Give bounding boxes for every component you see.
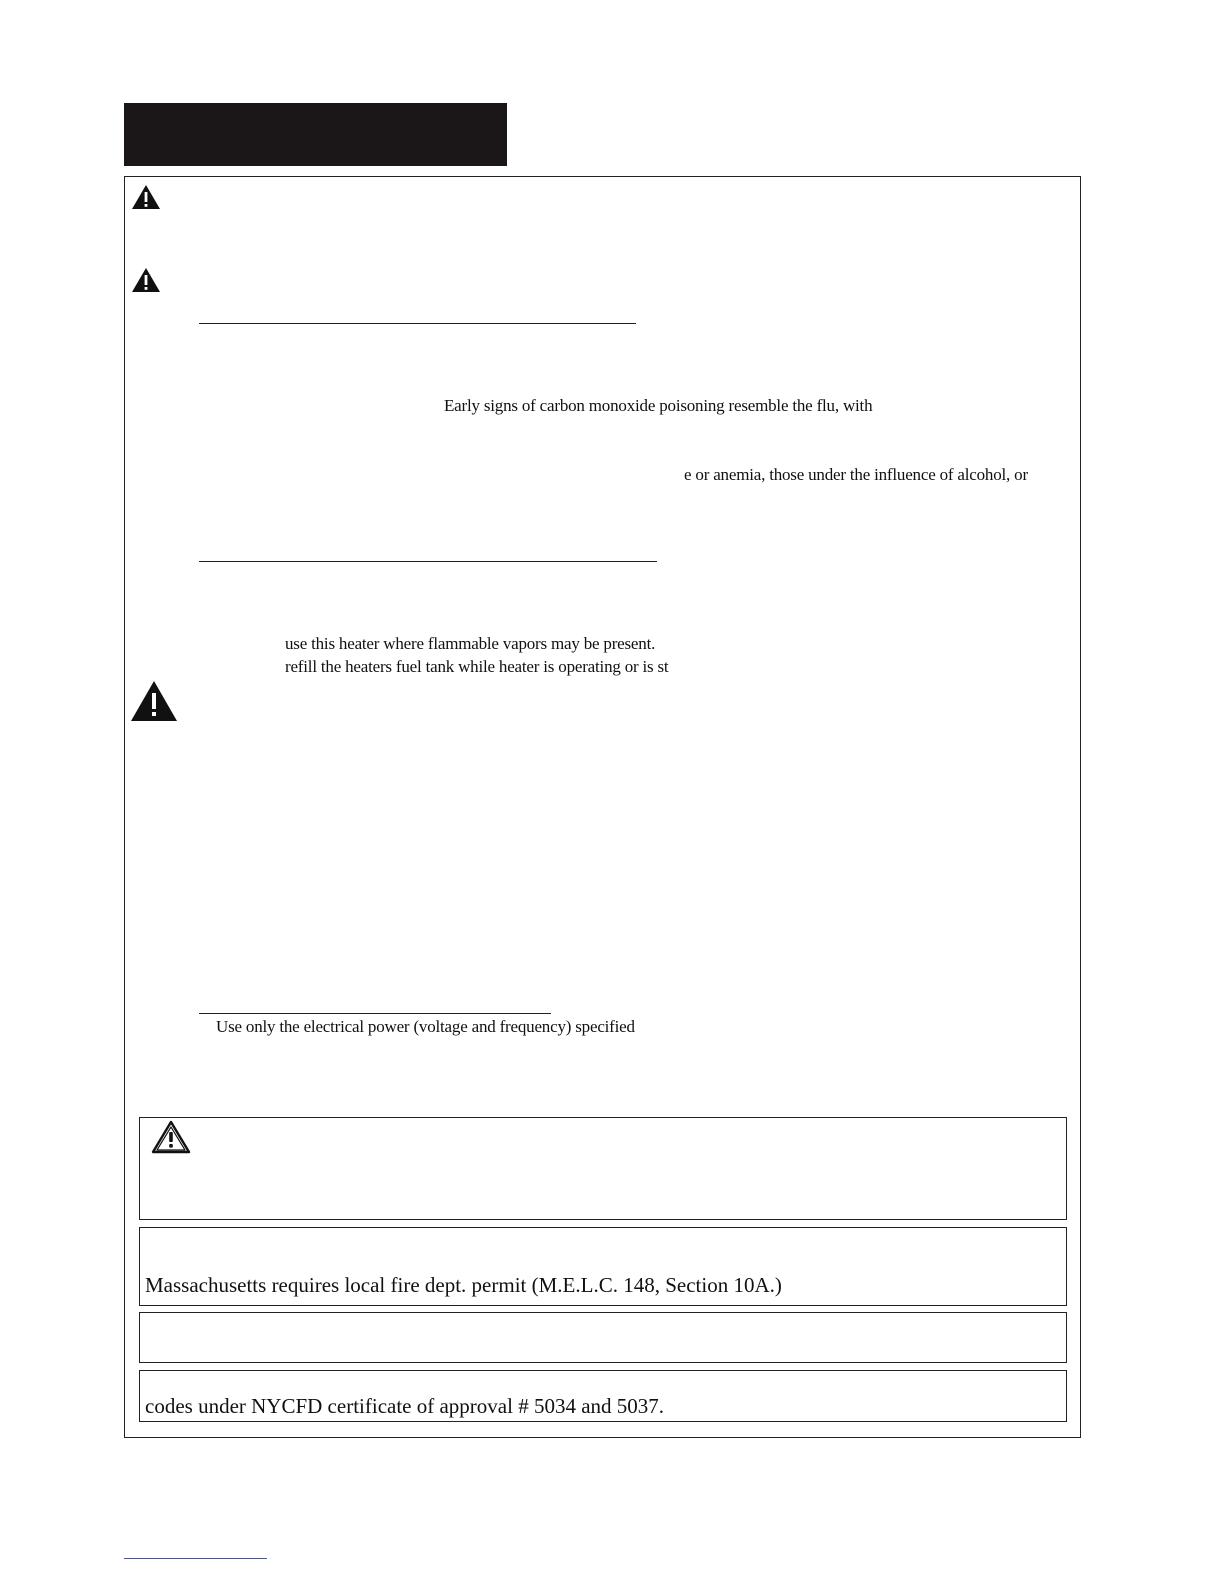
flammable-vapors-text: use this heater where flammable vapors may be present.: [285, 634, 656, 653]
heading-underline: [199, 561, 657, 562]
refill-warning-text: refill the heaters fuel tank while heater is operating or is st: [285, 657, 669, 676]
heading-underline: [199, 1013, 551, 1014]
warning-triangle-icon: [131, 184, 161, 210]
footer-link-underline[interactable]: [124, 1558, 267, 1559]
electrical-power-text: Use only the electrical power (voltage and frequency) specified: [216, 1017, 635, 1036]
caution-outline-triangle-icon: [151, 1120, 191, 1154]
nycfd-notice-text: codes under NYCFD certificate of approval # 5034 and 5037.: [145, 1394, 665, 1418]
section-header-bar: [124, 103, 507, 166]
at-risk-text: e or anemia, those under the influence of alcohol, or: [684, 465, 1028, 484]
co-symptoms-text: Early signs of carbon monoxide poisoning resemble the flu, with: [444, 396, 873, 415]
notice-box: [139, 1312, 1067, 1363]
caution-box: [139, 1117, 1067, 1220]
heading-underline: [199, 323, 636, 324]
warning-triangle-large-icon: [130, 680, 178, 722]
massachusetts-notice-text: Massachusetts requires local fire dept. permit (M.E.L.C. 148, Section 10A.): [145, 1273, 782, 1297]
warning-triangle-icon: [131, 267, 161, 293]
